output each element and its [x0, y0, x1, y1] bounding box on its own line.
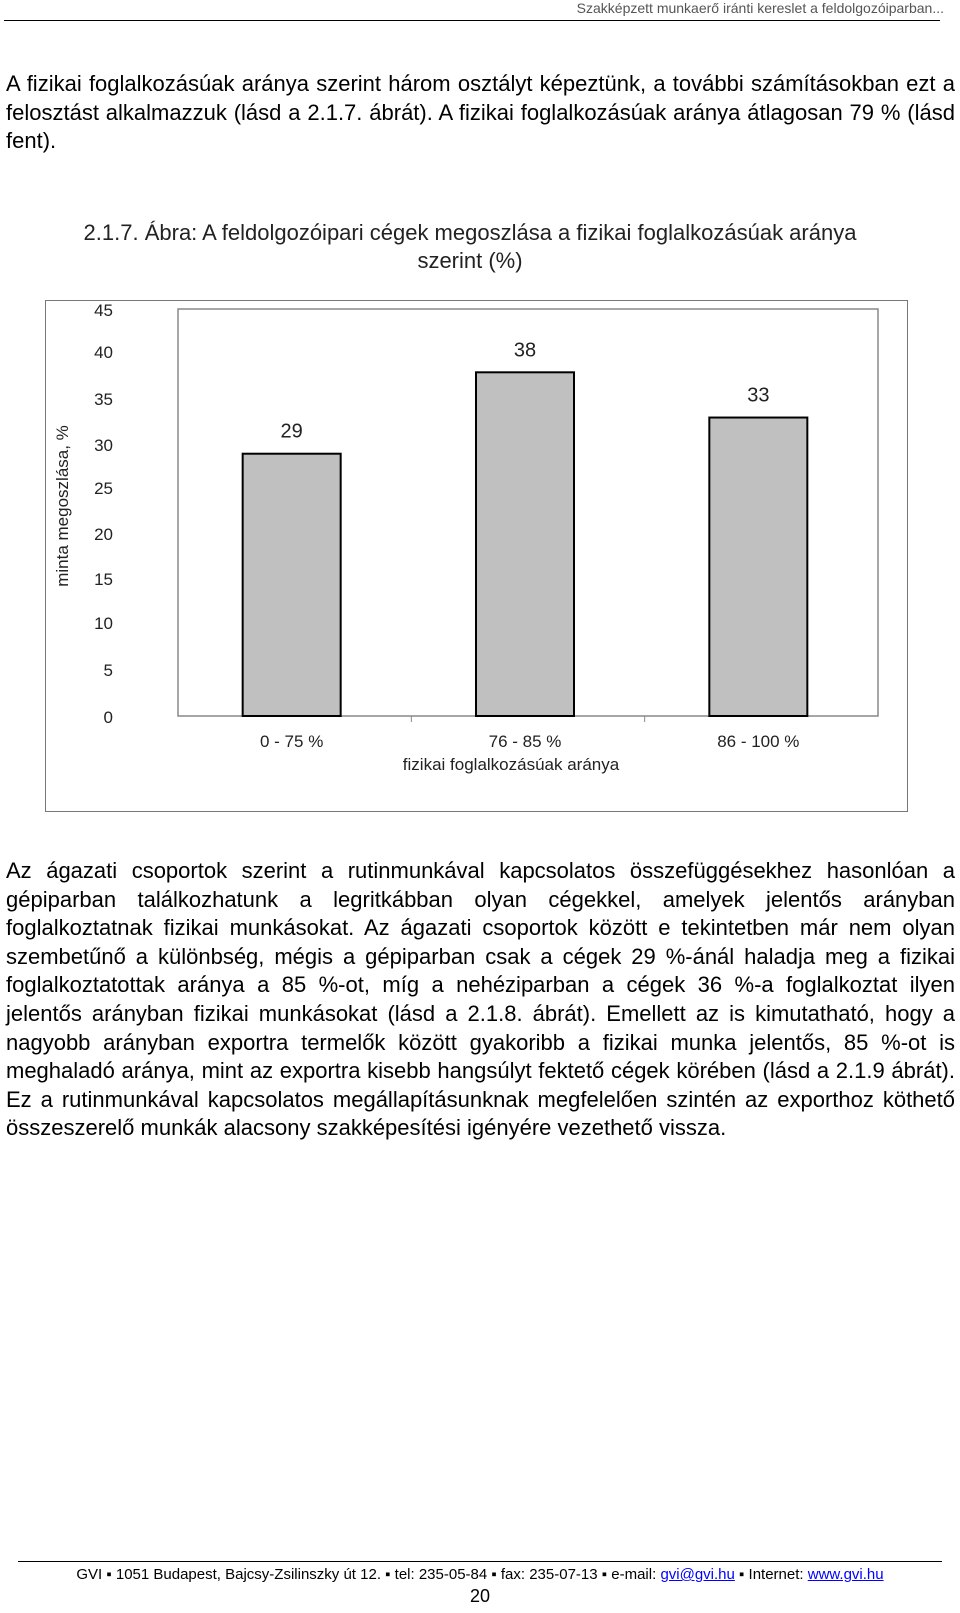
x-axis-label: fizikai foglalkozásúak aránya — [402, 755, 620, 774]
footer-email-link[interactable]: gvi@gvi.hu — [660, 1566, 735, 1583]
intro-paragraph: A fizikai foglalkozásúak aránya szerint három osztályt képeztünk, a további számításokban ezt a felosztást alkalmazzuk (lásd a 2.1.7. ábrát). A fizikai foglalkozásúak aránya átlagosan 79 % (lásd fent). — [6, 71, 955, 154]
bar-chart — [46, 301, 907, 811]
y-axis-label: minta megoszlása, % — [53, 425, 72, 587]
x-tick-label: 0 - 75 % — [260, 732, 324, 751]
x-tick-label: 76 - 85 % — [488, 732, 562, 751]
footer-contact-text: GVI ▪ 1051 Budapest, Bajcsy-Zsilinszky út 12. ▪ tel: 235-05-84 ▪ fax: 235-07-13 ▪ e-mail: — [76, 1566, 661, 1583]
footer — [0, 1566, 960, 1584]
data-label: 33 — [747, 384, 770, 407]
x-tick-label: 86 - 100 % — [717, 732, 800, 751]
running-header: Szakképzett munkaerő iránti kereslet a feldolgozóiparban... — [576, 0, 944, 16]
bar — [709, 418, 807, 716]
bar — [243, 454, 341, 716]
y-tick-label: 30 — [94, 436, 113, 455]
footer-website-link[interactable]: www.gvi.hu — [807, 1566, 884, 1583]
y-tick-label: 40 — [94, 343, 113, 362]
y-tick-label: 10 — [94, 614, 113, 633]
bar — [476, 372, 574, 716]
y-tick-label: 15 — [94, 570, 113, 589]
data-label: 29 — [280, 420, 303, 443]
data-label: 38 — [513, 339, 537, 362]
y-tick-label: 35 — [94, 390, 113, 409]
y-tick-label: 5 — [103, 661, 113, 680]
figure-caption — [20, 219, 920, 275]
y-tick-label: 25 — [94, 479, 113, 498]
chart-area — [45, 300, 908, 812]
figure-caption-line-1: 2.1.7. Ábra: A feldolgozóipari cégek megoszlása a fizikai foglalkozásúak aránya — [83, 220, 857, 245]
page-number: 20 — [469, 1586, 491, 1606]
y-tick-label: 20 — [94, 525, 113, 544]
y-tick-label: 0 — [103, 708, 113, 727]
body-paragraph: Az ágazati csoportok szerint a rutinmunkával kapcsolatos összefüggésekhez hasonlóan a gépiparban találkozhatunk a legritkábban olyan cégekkel, amelyek jelentős arányban foglalkoztatnak fizikai munkásokat. Az ágazati csoportok között e tekintetben már nem olyan szembetűnő a különbség, mégis a gépiparban csak a cégek 29 %-ánál haladja meg a fizikai foglalkoztatottak aránya a 85 %-ot, míg a nehéziparban a cégek 36 %-a foglalkoztat ilyen jelentős arányban fizikai munkásokat (lásd a 2.1.8. ábrát). Emellett az is kimutatható, hogy a nagyobb arányban exportra termelők között gyakoribb a fizikai munka jelentős, 85 %-ot is meghaladó aránya, mint az exportra kisebb hangsúlyt fektető cégek körében (lásd a 2.1.9 ábrát). Ez a rutinmunkával kapcsolatos megállapításunknak megfelelően szintén az exporthoz köthető összeszerelő munkák alacsony szakképesítési igényére vezethető vissza. — [6, 858, 955, 1141]
footer-internet-label: ▪ Internet: — [734, 1566, 808, 1583]
footer-divider — [18, 1561, 942, 1562]
header-divider — [4, 20, 940, 21]
y-tick-label: 45 — [94, 301, 113, 320]
figure-caption-line-2: szerint (%) — [417, 248, 523, 273]
